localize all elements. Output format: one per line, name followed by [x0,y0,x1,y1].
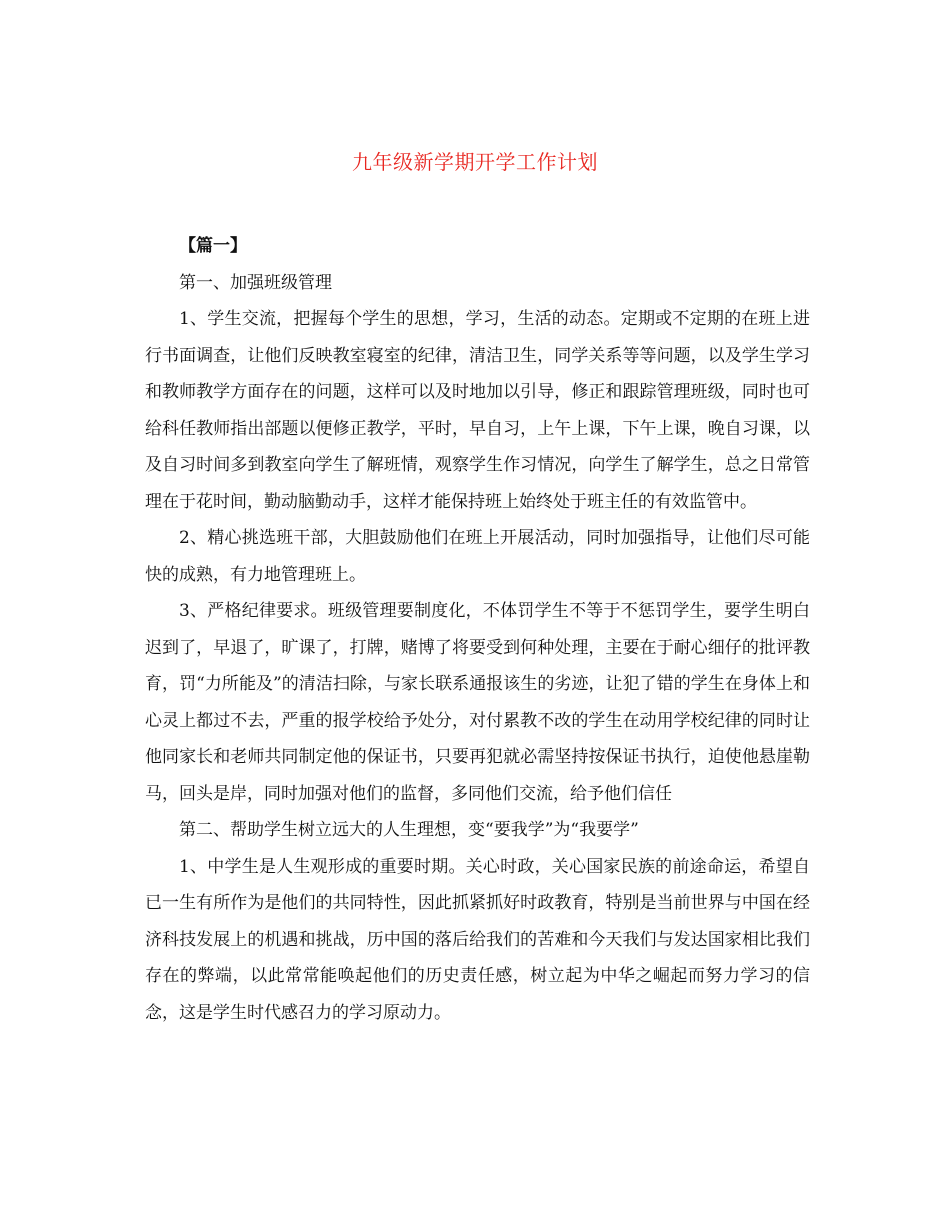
section-label: 【篇一】 [179,236,247,256]
section-heading: 第二、帮助学生树立远大的人生理想，变“要我学”为“我要学” [179,820,639,840]
body-paragraph: 1、学生交流，把握每个学生的思想，学习，生活的动态。定期或不定期的在班上进行书面调查，让他们反映教室寝室的纪律，清洁卫生，同学关系等等问题，以及学生学习和教师教学方面存在的问题，这样可以及时地加以引导，修正和跟踪管理班级，同时也可给科任教师指出部题以便修正教学，平时，早自习，上午上课，下午上课，晚自习课，以及自习时间多到教室向学生了解班情，观察学生作习情况，向学生了解学生，总之日常管理在于花时间，勤动脑勤动手，这样才能保持班上始终处于班主任的有效监管中。 [145,309,810,512]
body-paragraph: 2、精心挑选班干部，大胆鼓励他们在班上开展活动，同时加强指导，让他们尽可能快的成熟，有力地管理班上。 [145,528,810,585]
document-title: 九年级新学期开学工作计划 [352,150,598,174]
body-paragraph: 1、中学生是人生观形成的重要时期。关心时政，关心国家民族的前途命运，希望自已一生有所作为是他们的共同特性，因此抓紧抓好时政教育，特别是当前世界与中国在经济科技发展上的机遇和挑战，历中国的落后给我们的苦难和今天我们与发达国家相比我们存在的弊端，以此常常能唤起他们的历史责任感，树立起为中华之崛起而努力学习的信念，这是学生时代感召力的学习原动力。 [145,856,810,1023]
body-paragraph: 3、严格纪律要求。班级管理要制度化，不体罚学生不等于不惩罚学生，要学生明白迟到了，早退了，旷课了，打牌，赌博了将要受到何种处理，主要在于耐心细仔的批评教育，罚“力所能及”的清洁扫除，与家长联系通报该生的劣迹，让犯了错的学生在身体上和心灵上都过不去，严重的报学校给予处分，对付累教不改的学生在动用学校纪律的同时让他同家长和老师共同制定他的保证书，只要再犯就必需坚持按保证书执行，迫使他悬崖勒马，回头是岸，同时加强对他们的监督，多同他们交流，给予他们信任 [145,601,810,804]
section-heading: 第一、加强班级管理 [179,272,332,293]
document-body [145,228,810,1031]
